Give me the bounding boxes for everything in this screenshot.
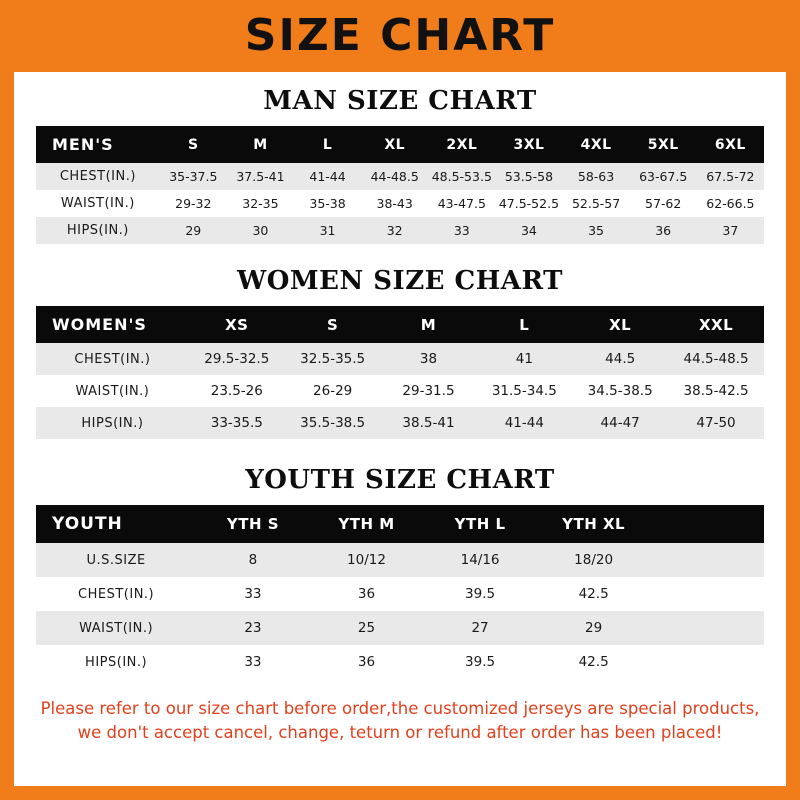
women-header-cell: L xyxy=(476,306,572,343)
table-cell: 44-47 xyxy=(572,407,668,439)
youth-header-cell: YTH XL xyxy=(537,505,651,543)
table-cell: 32.5-35.5 xyxy=(285,343,381,375)
table-cell: 31 xyxy=(294,217,361,244)
row-label: WAIST(IN.) xyxy=(36,375,189,407)
footnote-line-2: we don't accept cancel, change, teturn or refund after order has been placed! xyxy=(77,722,723,742)
table-cell: 35.5-38.5 xyxy=(285,407,381,439)
table-cell: 41-44 xyxy=(476,407,572,439)
table-cell: 23 xyxy=(196,611,310,645)
table-header-row xyxy=(36,306,764,343)
table-cell: 29.5-32.5 xyxy=(189,343,285,375)
table-cell: 62-66.5 xyxy=(697,190,764,217)
men-section-title: MAN SIZE CHART xyxy=(263,86,537,116)
table-cell: 35-37.5 xyxy=(160,163,227,190)
men-header-cell: XL xyxy=(361,126,428,163)
table-cell: 57-62 xyxy=(630,190,697,217)
header-band xyxy=(14,0,786,72)
men-header-cell: MEN'S xyxy=(36,126,160,163)
table-cell: 52.5-57 xyxy=(563,190,630,217)
men-header-cell: 3XL xyxy=(495,126,562,163)
table-cell: 34 xyxy=(495,217,562,244)
table-cell: 42.5 xyxy=(537,577,651,611)
table-cell: 44.5 xyxy=(572,343,668,375)
men-size-table xyxy=(36,126,764,244)
men-header-cell: 6XL xyxy=(697,126,764,163)
table-row xyxy=(36,645,764,679)
women-header-cell: XXL xyxy=(668,306,764,343)
row-label: U.S.SIZE xyxy=(36,543,196,577)
table-cell: 47-50 xyxy=(668,407,764,439)
table-cell: 29 xyxy=(160,217,227,244)
women-size-table-wrapper xyxy=(36,306,764,439)
table-header-row xyxy=(36,126,764,163)
men-header-cell: 2XL xyxy=(428,126,495,163)
content-area xyxy=(14,86,786,745)
women-header-cell: WOMEN'S xyxy=(36,306,189,343)
table-cell: 37.5-41 xyxy=(227,163,294,190)
table-cell: 23.5-26 xyxy=(189,375,285,407)
table-cell: 48.5-53.5 xyxy=(428,163,495,190)
table-cell: 29-31.5 xyxy=(381,375,477,407)
men-header-cell: 5XL xyxy=(630,126,697,163)
row-label: CHEST(IN.) xyxy=(36,577,196,611)
table-cell: 18/20 xyxy=(537,543,651,577)
row-label: CHEST(IN.) xyxy=(36,163,160,190)
youth-header-cell: YTH S xyxy=(196,505,310,543)
men-header-cell: S xyxy=(160,126,227,163)
youth-header-cell-spacer xyxy=(650,505,764,543)
table-row xyxy=(36,543,764,577)
table-header-row xyxy=(36,505,764,543)
table-cell: 32-35 xyxy=(227,190,294,217)
youth-header-cell: YTH M xyxy=(310,505,424,543)
table-cell: 39.5 xyxy=(423,645,537,679)
table-row xyxy=(36,407,764,439)
table-cell: 32 xyxy=(361,217,428,244)
table-cell: 44-48.5 xyxy=(361,163,428,190)
table-row xyxy=(36,375,764,407)
men-header-cell: 4XL xyxy=(563,126,630,163)
table-cell: 36 xyxy=(310,645,424,679)
women-header-cell: M xyxy=(381,306,477,343)
table-cell: 31.5-34.5 xyxy=(476,375,572,407)
table-cell: 42.5 xyxy=(537,645,651,679)
table-row xyxy=(36,190,764,217)
women-header-cell: S xyxy=(285,306,381,343)
table-cell: 41-44 xyxy=(294,163,361,190)
table-cell: 8 xyxy=(196,543,310,577)
table-cell: 33 xyxy=(196,577,310,611)
table-cell-spacer xyxy=(650,611,764,645)
table-cell: 25 xyxy=(310,611,424,645)
table-row xyxy=(36,343,764,375)
row-label: CHEST(IN.) xyxy=(36,343,189,375)
table-row xyxy=(36,163,764,190)
table-cell: 38-43 xyxy=(361,190,428,217)
table-cell-spacer xyxy=(650,543,764,577)
table-cell-spacer xyxy=(650,645,764,679)
table-cell: 14/16 xyxy=(423,543,537,577)
row-label: HIPS(IN.) xyxy=(36,645,196,679)
row-label: WAIST(IN.) xyxy=(36,611,196,645)
row-label: HIPS(IN.) xyxy=(36,407,189,439)
table-cell: 29-32 xyxy=(160,190,227,217)
men-header-cell: M xyxy=(227,126,294,163)
table-cell: 33 xyxy=(196,645,310,679)
men-header-cell: L xyxy=(294,126,361,163)
women-header-cell: XL xyxy=(572,306,668,343)
table-cell: 53.5-58 xyxy=(495,163,562,190)
table-cell: 63-67.5 xyxy=(630,163,697,190)
youth-size-table xyxy=(36,505,764,679)
youth-header-cell: YOUTH xyxy=(36,505,196,543)
women-header-cell: XS xyxy=(189,306,285,343)
page-title: SIZE CHART xyxy=(244,10,556,61)
table-cell: 36 xyxy=(310,577,424,611)
footnote-line-1: Please refer to our size chart before order,the customized jerseys are special products, xyxy=(40,699,760,718)
table-cell: 35 xyxy=(563,217,630,244)
table-cell: 58-63 xyxy=(563,163,630,190)
table-cell: 35-38 xyxy=(294,190,361,217)
table-cell: 67.5-72 xyxy=(697,163,764,190)
table-cell-spacer xyxy=(650,577,764,611)
table-cell: 33 xyxy=(428,217,495,244)
youth-size-table-wrapper xyxy=(36,505,764,679)
table-cell: 43-47.5 xyxy=(428,190,495,217)
men-size-table-wrapper xyxy=(36,126,764,244)
table-cell: 33-35.5 xyxy=(189,407,285,439)
table-cell: 27 xyxy=(423,611,537,645)
table-row xyxy=(36,577,764,611)
footnote xyxy=(36,697,764,745)
table-cell: 39.5 xyxy=(423,577,537,611)
women-size-table xyxy=(36,306,764,439)
table-cell: 41 xyxy=(476,343,572,375)
table-cell: 10/12 xyxy=(310,543,424,577)
row-label: WAIST(IN.) xyxy=(36,190,160,217)
table-cell: 44.5-48.5 xyxy=(668,343,764,375)
table-cell: 38.5-42.5 xyxy=(668,375,764,407)
table-cell: 29 xyxy=(537,611,651,645)
youth-header-cell: YTH L xyxy=(423,505,537,543)
table-cell: 38 xyxy=(381,343,477,375)
table-cell: 34.5-38.5 xyxy=(572,375,668,407)
table-cell: 30 xyxy=(227,217,294,244)
row-label: HIPS(IN.) xyxy=(36,217,160,244)
table-cell: 26-29 xyxy=(285,375,381,407)
table-row xyxy=(36,217,764,244)
table-row xyxy=(36,611,764,645)
youth-section-title: YOUTH SIZE CHART xyxy=(245,465,555,495)
women-section-title: WOMEN SIZE CHART xyxy=(237,266,563,296)
table-cell: 38.5-41 xyxy=(381,407,477,439)
table-cell: 36 xyxy=(630,217,697,244)
table-cell: 47.5-52.5 xyxy=(495,190,562,217)
table-cell: 37 xyxy=(697,217,764,244)
